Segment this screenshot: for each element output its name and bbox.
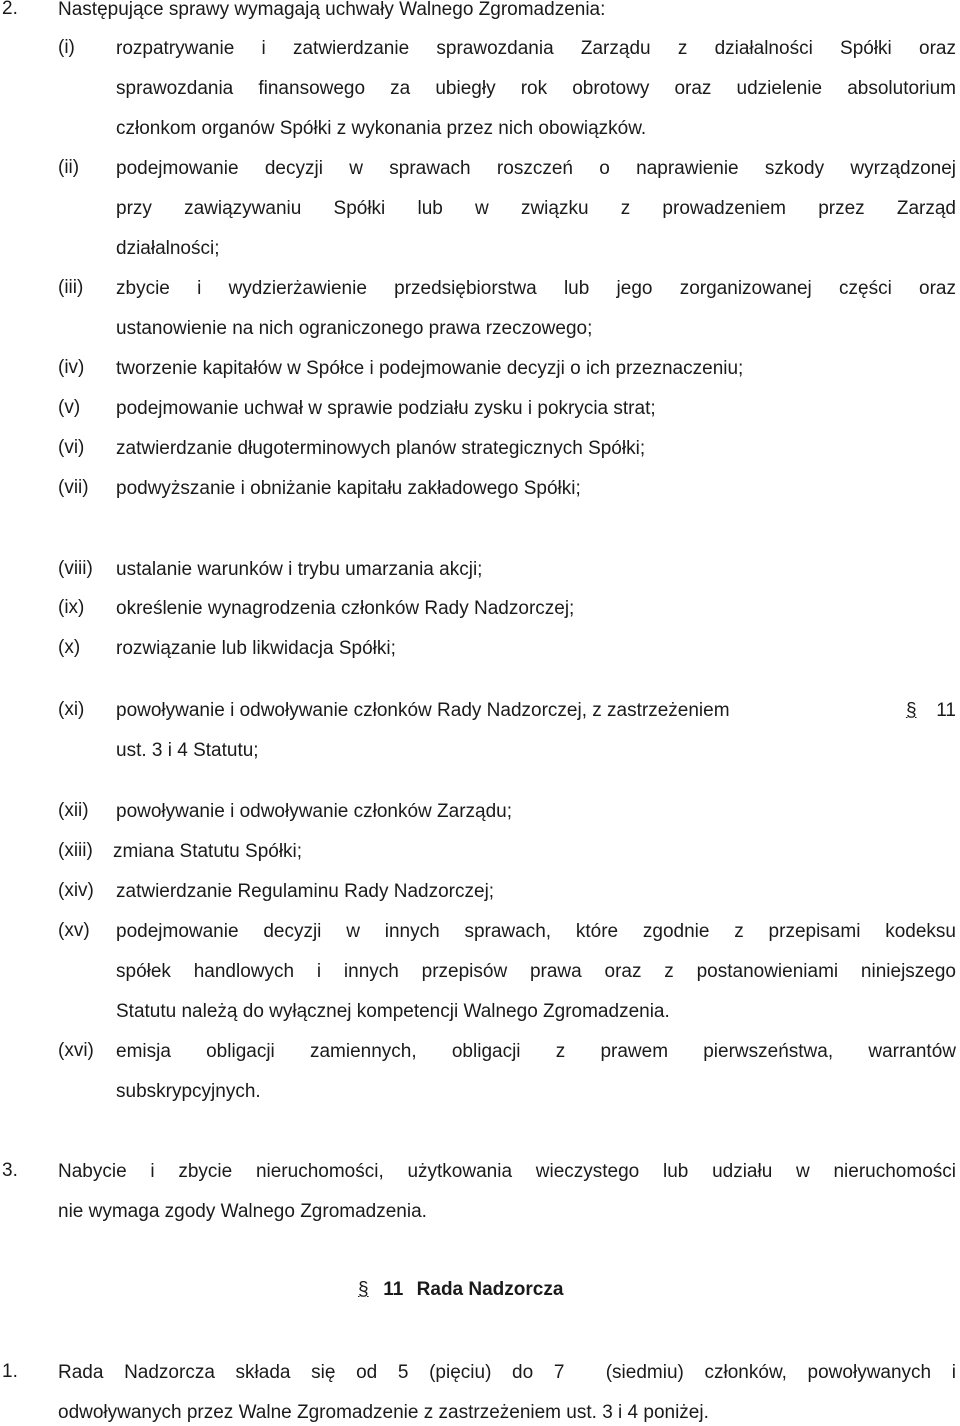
item-line: zbycie i wydzierżawienie przedsiębiorstwa lub jego zorganizowanej części oraz <box>116 278 956 299</box>
item-line: podwyższanie i obniżanie kapitału zakładowego Spółki; <box>116 478 581 499</box>
item-line: podejmowanie uchwał w sprawie podziału zysku i pokrycia strat; <box>116 398 656 419</box>
item-line: zmiana Statutu Spółki; <box>113 841 303 862</box>
item-label: (vii) <box>58 477 89 498</box>
item-label: (xii) <box>58 800 89 821</box>
item-label: (xiv) <box>58 880 94 901</box>
item-label: (iv) <box>58 357 85 378</box>
section-number: 3. <box>2 1160 18 1181</box>
section-line: Rada Nadzorcza składa się od 5 (pięciu) do 7 (siedmiu) członków, powoływanych i <box>58 1362 956 1383</box>
item-label: (iii) <box>58 277 84 298</box>
item-line: członkom organów Spółki z wykonania przez nich obowiązków. <box>116 118 647 139</box>
item-line-text: powoływanie i odwoływanie członków Rady Nadzorczej, z zastrzeżeniem <box>116 700 730 721</box>
heading-number: 11 <box>383 1279 404 1300</box>
chapter-heading <box>358 1278 563 1302</box>
item-label: (ix) <box>58 597 85 618</box>
item-line: sprawozdania finansowego za ubiegły rok obrotowy oraz udzielenie absolutorium <box>116 78 956 99</box>
item-label: (i) <box>58 37 75 58</box>
section-line: nie wymaga zgody Walnego Zgromadzenia. <box>58 1201 427 1222</box>
item-line: ustanowienie na nich ograniczonego prawa rzeczowego; <box>116 318 593 339</box>
item-line: ust. 3 i 4 Statutu; <box>116 740 259 761</box>
item-line: ustalanie warunków i trybu umarzania akcji; <box>116 559 483 580</box>
paragraph-sign: § <box>905 700 917 721</box>
item-line: spółek handlowych i innych przepisów prawa oraz z postanowieniami niniejszego <box>116 961 956 982</box>
item-line: przy zawiązywaniu Spółki lub w związku z prowadzeniem przez Zarząd <box>116 198 956 219</box>
item-label: (xv) <box>58 920 90 941</box>
section-reference <box>904 699 956 723</box>
item-line: tworzenie kapitałów w Spółce i podejmowanie decyzji o ich przeznaczeniu; <box>116 358 744 379</box>
section-line: odwoływanych przez Walne Zgromadzenie z zastrzeżeniem ust. 3 i 4 poniżej. <box>58 1402 709 1423</box>
reference-number: 11 <box>936 700 956 721</box>
section-number: 2. <box>2 0 18 19</box>
item-label: (x) <box>58 637 81 658</box>
paragraph-sign: § <box>358 1279 369 1300</box>
item-label: (ii) <box>58 157 80 178</box>
section-lead: Następujące sprawy wymagają uchwały Walnego Zgromadzenia: <box>58 0 606 20</box>
item-line: emisja obligacji zamiennych, obligacji z prawem pierwszeństwa, warrantów <box>116 1041 956 1062</box>
item-line-with-reference <box>116 699 956 723</box>
item-label: (xi) <box>58 699 85 720</box>
item-line: zatwierdzanie Regulaminu Rady Nadzorczej; <box>116 881 495 902</box>
item-label: (v) <box>58 397 81 418</box>
section-number: 1. <box>2 1361 18 1382</box>
item-line: rozpatrywanie i zatwierdzanie sprawozdania Zarządu z działalności Spółki oraz <box>116 38 956 59</box>
item-line: określenie wynagrodzenia członków Rady Nadzorczej; <box>116 598 575 619</box>
item-line: powoływanie i odwoływanie członków Zarządu; <box>116 801 513 822</box>
item-line: podejmowanie decyzji w innych sprawach, które zgodnie z przepisami kodeksu <box>116 921 956 942</box>
item-line: podejmowanie decyzji w sprawach roszczeń o naprawienie szkody wyrządzonej <box>116 158 956 179</box>
item-line: Statutu należą do wyłącznej kompetencji Walnego Zgromadzenia. <box>116 1001 670 1022</box>
item-label: (xiii) <box>58 840 93 861</box>
item-label: (vi) <box>58 437 85 458</box>
item-label: (xvi) <box>58 1040 94 1061</box>
item-line: zatwierdzanie długoterminowych planów strategicznych Spółki; <box>116 438 646 459</box>
heading-title: Rada Nadzorcza <box>416 1279 564 1300</box>
item-label: (viii) <box>58 558 93 579</box>
item-line: działalności; <box>116 238 220 259</box>
item-line: rozwiązanie lub likwidacja Spółki; <box>116 638 396 659</box>
section-line: Nabycie i zbycie nieruchomości, użytkowania wieczystego lub udziału w nieruchomości <box>58 1161 956 1182</box>
item-line: subskrypcyjnych. <box>116 1081 261 1102</box>
